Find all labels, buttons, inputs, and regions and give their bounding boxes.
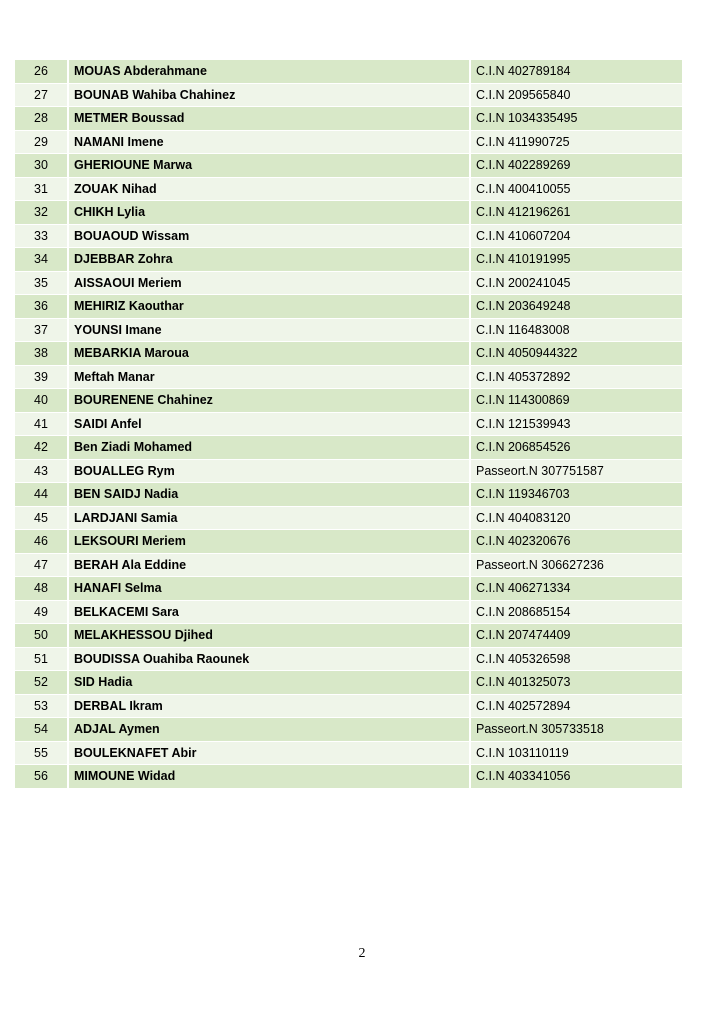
row-number-cell: 40 [15,389,68,413]
table-row [15,271,682,295]
row-number-cell: 36 [15,295,68,319]
id-document-cell: C.I.N 119346703 [470,483,682,507]
row-number-cell: 54 [15,718,68,742]
table-row [15,224,682,248]
id-document-cell: C.I.N 400410055 [470,177,682,201]
id-document-cell: C.I.N 209565840 [470,83,682,107]
id-document-cell: C.I.N 207474409 [470,624,682,648]
row-number-cell: 31 [15,177,68,201]
full-name-cell: BOULEKNAFET Abir [68,741,470,765]
full-name-cell: BELKACEMI Sara [68,600,470,624]
table-row [15,506,682,530]
full-name-cell: NAMANI Imene [68,130,470,154]
table-row [15,436,682,460]
row-number-cell: 37 [15,318,68,342]
row-number-cell: 35 [15,271,68,295]
table-row [15,577,682,601]
id-document-cell: C.I.N 405326598 [470,647,682,671]
full-name-cell: SAIDI Anfel [68,412,470,436]
table-row [15,647,682,671]
table-row [15,530,682,554]
id-document-cell: C.I.N 1034335495 [470,107,682,131]
full-name-cell: Meftah Manar [68,365,470,389]
table-row [15,154,682,178]
row-number-cell: 26 [15,60,68,83]
table-row [15,483,682,507]
full-name-cell: BOUDISSA Ouahiba Raounek [68,647,470,671]
table-row [15,248,682,272]
row-number-cell: 33 [15,224,68,248]
table-row [15,295,682,319]
full-name-cell: BOUAOUD Wissam [68,224,470,248]
table-row [15,342,682,366]
id-document-cell: C.I.N 203649248 [470,295,682,319]
row-number-cell: 47 [15,553,68,577]
full-name-cell: LARDJANI Samia [68,506,470,530]
table-row [15,177,682,201]
full-name-cell: SID Hadia [68,671,470,695]
full-name-cell: ZOUAK Nihad [68,177,470,201]
table-row [15,130,682,154]
row-number-cell: 56 [15,765,68,789]
table-row [15,718,682,742]
id-document-cell: C.I.N 402320676 [470,530,682,554]
table-row [15,553,682,577]
full-name-cell: MIMOUNE Widad [68,765,470,789]
id-document-cell: C.I.N 406271334 [470,577,682,601]
row-number-cell: 27 [15,83,68,107]
page-number: 2 [358,946,366,961]
full-name-cell: MEBARKIA Maroua [68,342,470,366]
row-number-cell: 50 [15,624,68,648]
full-name-cell: HANAFI Selma [68,577,470,601]
full-name-cell: BERAH Ala Eddine [68,553,470,577]
id-document-cell: C.I.N 402572894 [470,694,682,718]
full-name-cell: AISSAOUI Meriem [68,271,470,295]
id-document-cell: C.I.N 403341056 [470,765,682,789]
full-name-cell: Ben Ziadi Mohamed [68,436,470,460]
id-document-cell: C.I.N 410191995 [470,248,682,272]
id-document-cell: C.I.N 405372892 [470,365,682,389]
table-row [15,318,682,342]
table-row [15,741,682,765]
row-number-cell: 46 [15,530,68,554]
row-number-cell: 44 [15,483,68,507]
row-number-cell: 53 [15,694,68,718]
full-name-cell: METMER Boussad [68,107,470,131]
row-number-cell: 51 [15,647,68,671]
participants-table [15,60,682,789]
id-document-cell: C.I.N 121539943 [470,412,682,436]
row-number-cell: 30 [15,154,68,178]
full-name-cell: BOUNAB Wahiba Chahinez [68,83,470,107]
full-name-cell: LEKSOURI Meriem [68,530,470,554]
full-name-cell: ADJAL Aymen [68,718,470,742]
id-document-cell: C.I.N 401325073 [470,671,682,695]
full-name-cell: MEHIRIZ Kaouthar [68,295,470,319]
full-name-cell: BEN SAIDJ Nadia [68,483,470,507]
row-number-cell: 34 [15,248,68,272]
id-document-cell: C.I.N 410607204 [470,224,682,248]
table-row [15,624,682,648]
table-row [15,671,682,695]
table-row [15,107,682,131]
id-document-cell: C.I.N 402289269 [470,154,682,178]
table-row [15,60,682,83]
id-document-cell: C.I.N 206854526 [470,436,682,460]
id-document-cell: Passeort.N 307751587 [470,459,682,483]
full-name-cell: DERBAL Ikram [68,694,470,718]
row-number-cell: 28 [15,107,68,131]
id-document-cell: C.I.N 114300869 [470,389,682,413]
table-row [15,412,682,436]
row-number-cell: 38 [15,342,68,366]
id-document-cell: C.I.N 404083120 [470,506,682,530]
id-document-cell: C.I.N 402789184 [470,60,682,83]
table-row [15,765,682,789]
full-name-cell: MOUAS Abderahmane [68,60,470,83]
row-number-cell: 48 [15,577,68,601]
id-document-cell: C.I.N 200241045 [470,271,682,295]
row-number-cell: 32 [15,201,68,225]
participants-table-body [15,60,682,788]
table-row [15,389,682,413]
row-number-cell: 45 [15,506,68,530]
full-name-cell: BOUALLEG Rym [68,459,470,483]
row-number-cell: 41 [15,412,68,436]
row-number-cell: 43 [15,459,68,483]
full-name-cell: GHERIOUNE Marwa [68,154,470,178]
table-row [15,83,682,107]
full-name-cell: DJEBBAR Zohra [68,248,470,272]
id-document-cell: C.I.N 116483008 [470,318,682,342]
row-number-cell: 42 [15,436,68,460]
row-number-cell: 49 [15,600,68,624]
full-name-cell: YOUNSI Imane [68,318,470,342]
table-row [15,600,682,624]
row-number-cell: 29 [15,130,68,154]
table-row [15,201,682,225]
row-number-cell: 39 [15,365,68,389]
table-row [15,694,682,718]
full-name-cell: BOURENENE Chahinez [68,389,470,413]
id-document-cell: C.I.N 411990725 [470,130,682,154]
id-document-cell: C.I.N 103110119 [470,741,682,765]
table-row [15,365,682,389]
id-document-cell: Passeort.N 306627236 [470,553,682,577]
id-document-cell: Passeort.N 305733518 [470,718,682,742]
full-name-cell: CHIKH Lylia [68,201,470,225]
row-number-cell: 52 [15,671,68,695]
id-document-cell: C.I.N 4050944322 [470,342,682,366]
id-document-cell: C.I.N 412196261 [470,201,682,225]
full-name-cell: MELAKHESSOU Djihed [68,624,470,648]
id-document-cell: C.I.N 208685154 [470,600,682,624]
table-row [15,459,682,483]
row-number-cell: 55 [15,741,68,765]
